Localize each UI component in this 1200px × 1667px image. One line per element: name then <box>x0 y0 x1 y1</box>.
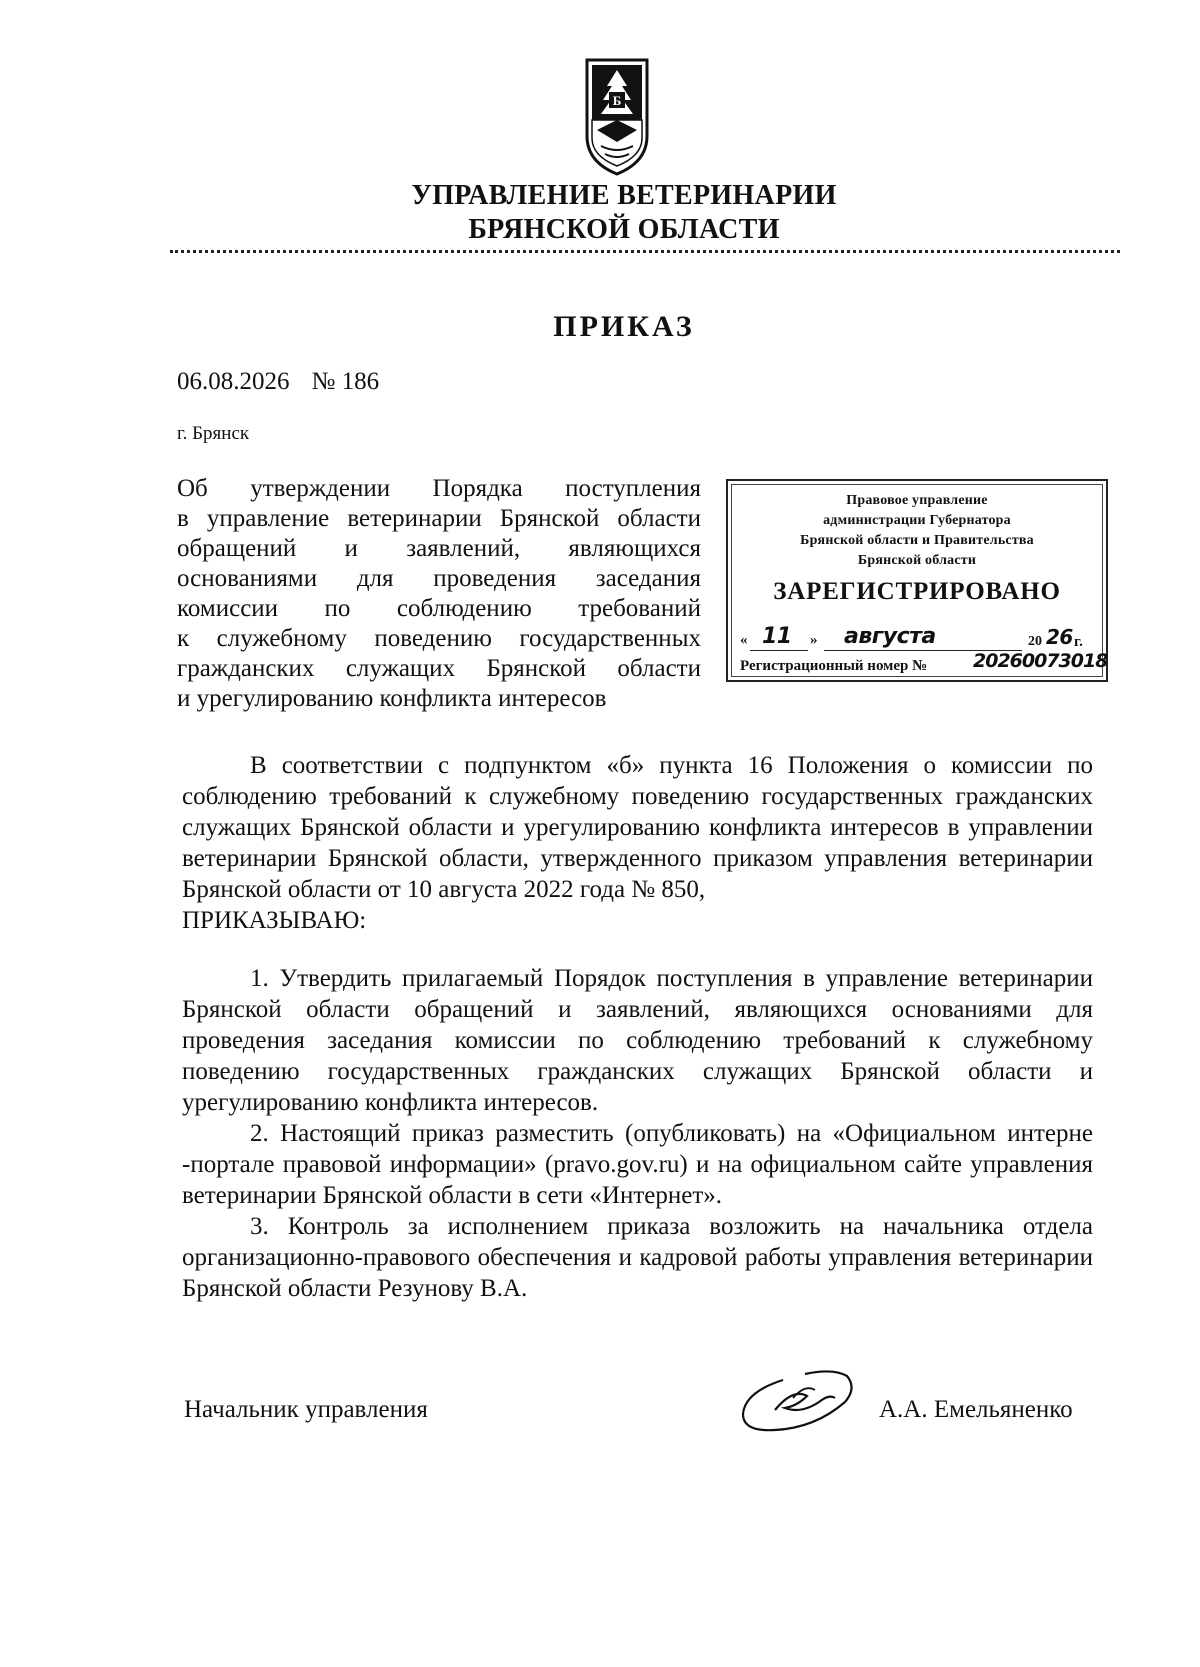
order-preamble: В соответствии с подпунктом «б» пункта 16 Положения о комиссии по соблюдению требований к служебному поведению государственных гражданских служащих Брянской области и урегулированию конфликта интересов в управлении ветеринарии Брянской области, утвержденного приказом управления ветеринарии Брянской области от 10 августа 2022 года № 850, <box>182 752 1093 903</box>
registration-stamp <box>726 479 1108 682</box>
subject-line: к служебному поведению государственных <box>177 625 701 652</box>
organization-name-line1: УПРАВЛЕНИЕ ВЕТЕРИНАРИИ <box>411 180 837 211</box>
handwritten-signature <box>735 1362 860 1440</box>
order-item-1: 1. Утвердить прилагаемый Порядок поступления в управление ветеринарии Брянской области обращений и заявлений, являющихся основаниями для проведения заседания комиссии по соблюдению требований к служебному поведению государственных гражданских служащих Брянской области и урегулированию конфликта интересов. <box>182 965 1093 1116</box>
stamp-regno-value: 20260073018 <box>973 650 1108 672</box>
stamp-year-unit: г. <box>1074 634 1083 650</box>
subject-line: гражданских служащих Брянской области <box>177 655 701 682</box>
subject-line: и урегулированию конфликта интересов <box>177 685 607 712</box>
subject-line: обращений и заявлений, являющихся <box>177 535 701 562</box>
stamp-authority-line: администрации Губернатора <box>823 513 1011 528</box>
stamp-year-suffix: 26 <box>1046 625 1073 649</box>
organization-name-line2: БРЯНСКОЙ ОБЛАСТИ <box>468 214 780 245</box>
subject-line: комиссии по соблюдению требований <box>177 595 701 622</box>
stamp-status: ЗАРЕГИСТРИРОВАНО <box>773 578 1061 605</box>
document-number: № 186 <box>311 368 380 395</box>
signer-name: А.А. Емельяненко <box>879 1396 1073 1423</box>
svg-text:Б: Б <box>612 93 622 108</box>
order-item-3: 3. Контроль за исполнением приказа возложить на начальника отдела организационно-правового обеспечения и кадровой работы управления ветеринарии Брянской области Резунову В.А. <box>182 1213 1093 1302</box>
order-body <box>182 750 1093 1304</box>
signer-role: Начальник управления <box>184 1396 428 1423</box>
stamp-date: « 11 » августа 20 26 г. <box>740 624 1083 650</box>
subject-line: Об утверждении Порядка поступления <box>177 475 701 502</box>
stamp-date-day: 11 <box>762 624 792 649</box>
stamp-regno-label: Регистрационный номер № <box>740 658 928 674</box>
stamp-authority-line: Брянской области <box>857 553 977 568</box>
stamp-registration-number <box>740 650 1108 682</box>
stamp-authority-line: Правовое управление <box>846 493 988 508</box>
order-item-2: 2. Настоящий приказ разместить (опубликовать) на «Официальном интерне -портале правовой информации» (pravo.gov.ru) и на официальном сайте управления ветеринарии Брянской области в сети «Интернет». <box>182 1120 1093 1209</box>
document-title: ПРИКАЗ <box>553 310 695 343</box>
document-city: г. Брянск <box>177 423 250 444</box>
document-date-number <box>177 368 401 396</box>
stamp-date-month: августа <box>844 624 936 649</box>
stamp-authority-line: Брянской области и Правительства <box>800 533 1034 548</box>
subject-line: в управление ветеринарии Брянской области <box>177 505 701 532</box>
document-date: 06.08.2026 <box>177 368 290 395</box>
stamp-year-prefix: 20 <box>1028 634 1042 649</box>
subject-line: основаниями для проведения заседания <box>177 565 701 592</box>
bryansk-coat-of-arms-icon <box>583 58 651 176</box>
order-command-word: ПРИКАЗЫВАЮ: <box>182 907 367 934</box>
document-subject <box>177 474 701 714</box>
header-divider <box>170 250 1120 253</box>
